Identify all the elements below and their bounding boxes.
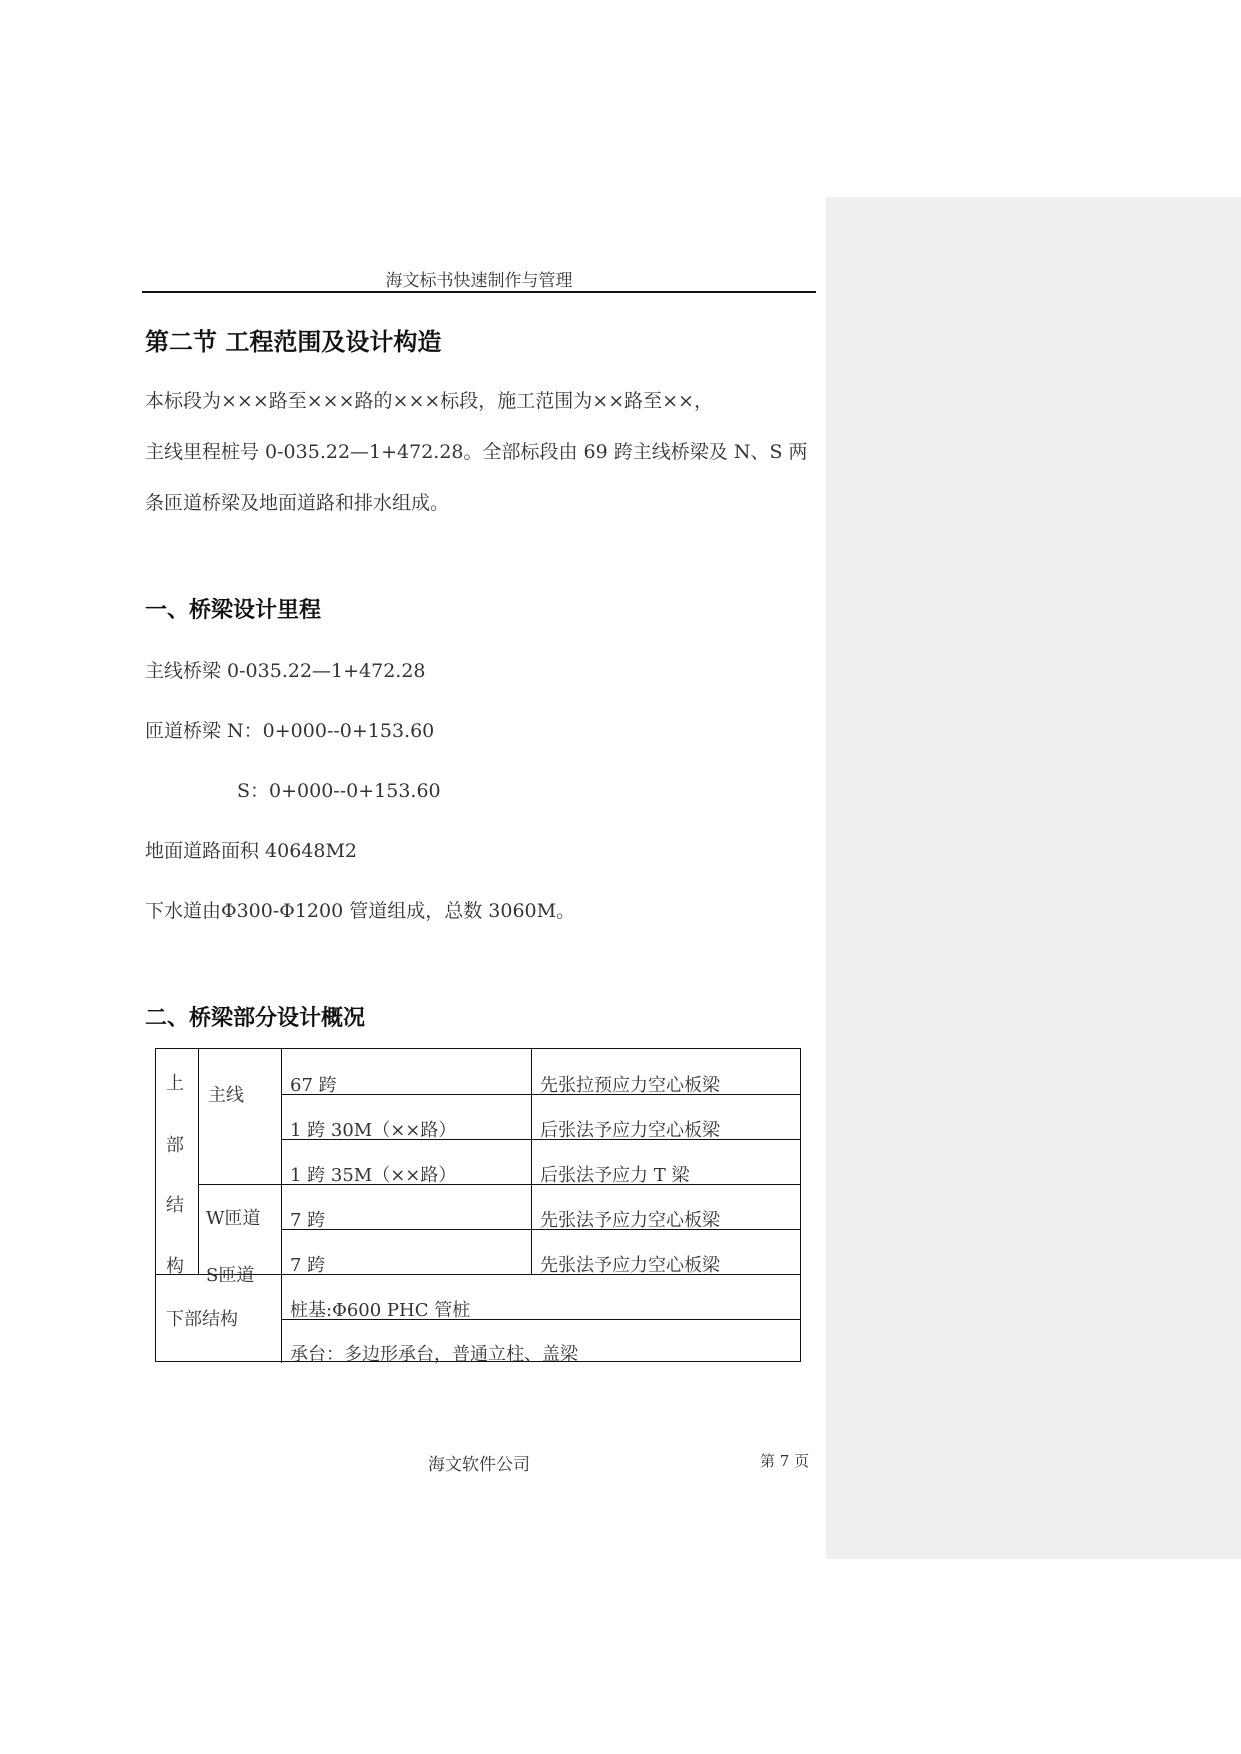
- grid-line: [198, 1184, 801, 1185]
- table-cell-type: 先张法予应力空心板梁: [540, 1255, 720, 1276]
- intro-line-1: 本标段为×××路至×××路的×××标段，施工范围为××路至××，: [145, 390, 713, 412]
- grid-line: [198, 1049, 199, 1274]
- upper-label-char: 结: [166, 1195, 184, 1216]
- comment-pane: [826, 197, 1241, 1559]
- page-number: 第 7 页: [760, 1452, 810, 1470]
- table-cell-type: 后张法予应力 T 梁: [540, 1165, 690, 1186]
- road-area: 地面道路面积 40648M2: [145, 840, 358, 862]
- upper-label-char: 构: [166, 1256, 184, 1277]
- mileage-main: 主线桥梁 0-035.22—1+472.28: [145, 660, 426, 682]
- grid-line: [281, 1049, 282, 1363]
- page-header: 海文标书快速制作与管理: [385, 271, 573, 291]
- table-cell-type: 后张法予应力空心板梁: [540, 1120, 720, 1141]
- main-line-label: 主线: [208, 1085, 244, 1106]
- table-cell-type: 先张法予应力空心板梁: [540, 1210, 720, 1231]
- heading-bridge: 二、桥梁部分设计概况: [145, 1006, 366, 1031]
- footer-company: 海文软件公司: [428, 1455, 530, 1475]
- section-title: 第二节 工程范围及设计构造: [145, 328, 442, 356]
- s-ramp-label: S匝道: [206, 1265, 255, 1286]
- w-ramp-label: W匝道: [206, 1208, 261, 1229]
- bridge-table: [155, 1048, 801, 1365]
- sewer-info: 下水道由Φ300-Φ1200 管道组成，总数 3060M。: [145, 900, 576, 922]
- table-cell-span: 7 跨: [290, 1210, 326, 1231]
- table-cell-type: 先张拉预应力空心板梁: [540, 1075, 720, 1096]
- table-cell-span: 67 跨: [290, 1075, 337, 1096]
- header-rule: [142, 291, 816, 293]
- lower-structure-label: 下部结构: [166, 1309, 238, 1330]
- intro-line-2: 主线里程桩号 0-035.22—1+472.28。全部标段由 69 跨主线桥梁及 N、S 两: [145, 441, 808, 463]
- heading-mileage: 一、桥梁设计里程: [145, 598, 322, 623]
- mileage-ramp-n: 匝道桥梁 N：0+000--0+153.60: [145, 720, 435, 742]
- table-cell-lower: 承台：多边形承台，普通立柱、盖梁: [290, 1344, 578, 1365]
- upper-label-char: 上: [166, 1073, 184, 1094]
- upper-label-char: 部: [166, 1135, 184, 1156]
- table-cell-lower: 桩基:Φ600 PHC 管桩: [290, 1300, 471, 1321]
- mileage-ramp-s: S：0+000--0+153.60: [237, 780, 441, 802]
- grid-line: [531, 1049, 532, 1274]
- table-cell-span: 7 跨: [290, 1255, 326, 1276]
- table-cell-span: 1 跨 35M（××路）: [290, 1165, 457, 1186]
- intro-line-3: 条匝道桥梁及地面道路和排水组成。: [145, 492, 450, 514]
- table-cell-span: 1 跨 30M（××路）: [290, 1120, 457, 1141]
